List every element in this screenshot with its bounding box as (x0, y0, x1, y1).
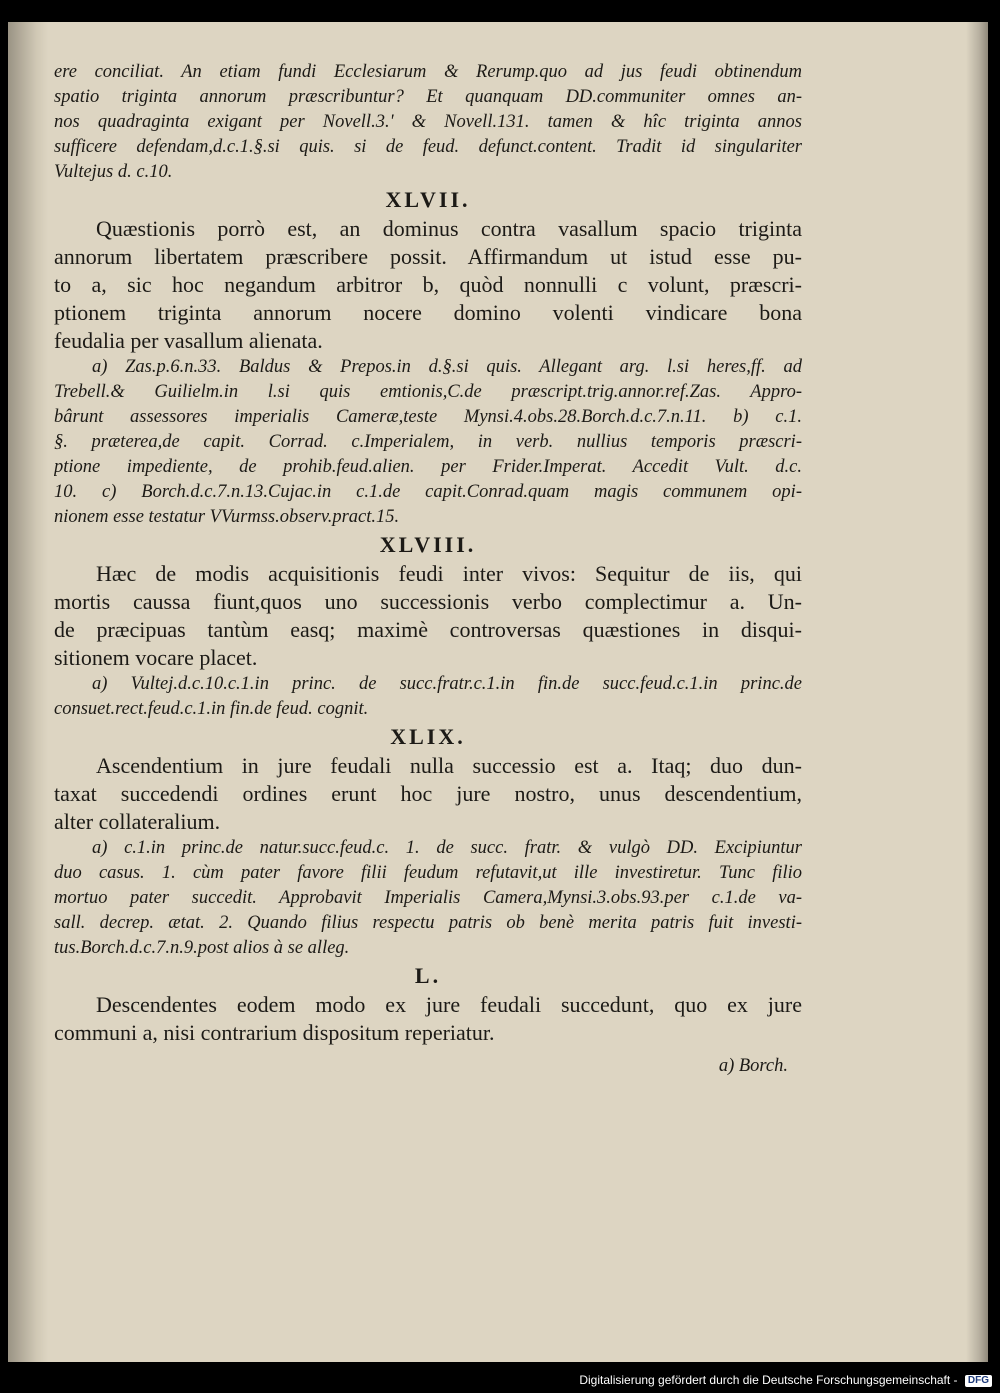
section-heading: L. (414, 963, 442, 988)
body-line: Descendentes eodem modo ex jure feudali succedunt, quo ex jure (96, 992, 802, 1017)
page-gutter-shadow (8, 22, 48, 1362)
footnote-line: a) Zas.p.6.n.33. Baldus & Prepos.in d.§.si quis. Allegant arg. l.si heres,ff. ad (92, 357, 802, 377)
body-line: Ascendentium in jure feudali nulla successio est a. Itaq; duo dun- (96, 753, 802, 778)
footnote-line: 10. c) Borch.d.c.7.n.13.Cujac.in c.1.de capit.Conrad.quam magis communem opi- (54, 482, 802, 502)
footnote-line: nionem esse testatur VVurmss.observ.pract.15. (54, 507, 400, 527)
section-heading: XLIX. (390, 724, 466, 749)
body-line: feudalia per vasallum alienata. (54, 328, 323, 353)
footnote-line: §. præterea,de capit. Corrad. c.Imperialem, in verb. nullius temporis præscri- (54, 432, 802, 452)
body-line: Quæstionis porrò est, an dominus contra vasallum spacio triginta (96, 216, 802, 241)
page-text (54, 60, 802, 1079)
body-line: annorum libertatem præscribere possit. Affirmandum ut istud esse pu- (54, 244, 802, 269)
footnote-line: tus.Borch.d.c.7.n.9.post alios à se alleg. (54, 938, 350, 958)
body-line: to a, sic hoc negandum arbitror b, quòd nonnulli c volunt, præscri- (54, 272, 802, 297)
dfg-logo: DFG (965, 1375, 992, 1387)
footnote-line: Trebell.& Guilielm.in l.si quis emtionis,C.de præscript.trig.annor.ref.Zas. Appro- (54, 382, 802, 402)
body-line: mortis caussa fiunt,quos uno successionis verbo complectimur a. Un- (54, 589, 802, 614)
body-line: communi a, nisi contrarium dispositum reperiatur. (54, 1020, 495, 1045)
section-heading: XLVIII. (379, 532, 477, 557)
footnote-line: a) Vultej.d.c.10.c.1.in princ. de succ.fratr.c.1.in fin.de succ.feud.c.1.in princ.de (92, 674, 802, 694)
section-heading: XLVII. (385, 187, 471, 212)
body-line: alter collateralium. (54, 809, 221, 834)
scanned-page (8, 22, 988, 1362)
footnote-line: mortuo pater succedit. Approbavit Imperialis Camera,Mynsi.3.obs.93.per c.1.de va- (54, 888, 802, 908)
body-line: ptionem triginta annorum nocere domino volenti vindicare bona (54, 300, 802, 325)
body-line: Hæc de modis acquisitionis feudi inter vivos: Sequitur de iis, qui (96, 561, 802, 586)
footnote-line: ptione impediente, de prohib.feud.alien. per Frider.Imperat. Accedit Vult. d.c. (54, 457, 802, 477)
footnote-line: spatio triginta annorum præscribuntur? Et quanquam DD.communiter omnes an- (54, 87, 802, 107)
footnote-line: nos quadraginta exigant per Novell.3.' & Novell.131. tamen & hîc triginta annos (54, 112, 802, 132)
footnote-line: sufficere defendam,d.c.1.§.si quis. si de feud. defunct.content. Tradit id singulariter (54, 137, 802, 157)
footnote-line: bârunt assessores imperialis Cameræ,teste Mynsi.4.obs.28.Borch.d.c.7.n.11. b) c.1. (54, 407, 802, 427)
footnote-line: Vultejus d. c.10. (54, 162, 173, 182)
footnote-line: a) c.1.in princ.de natur.succ.feud.c. 1. de succ. fratr. & vulgò DD. Excipiuntur (92, 838, 802, 858)
body-line: de præcipuas tantùm easq; maximè controversas quæstiones in disqui- (54, 617, 802, 642)
footnote-line: duo casus. 1. cùm pater favore filii feudum refutavit,ut ille investiretur. Tunc filio (54, 863, 802, 883)
footnote-line: consuet.rect.feud.c.1.in fin.de feud. cognit. (54, 699, 369, 719)
body-line: taxat succedendi ordines erunt hoc jure nostro, unus descendentium, (54, 781, 802, 806)
body-line: sitionem vocare placet. (54, 645, 258, 670)
catchword: a) Borch. (718, 1056, 788, 1076)
digitization-footer (579, 1369, 992, 1391)
page-edge-shadow (966, 22, 988, 1362)
footer-credit: Digitalisierung gefördert durch die Deutsche Forschungsgemeinschaft - (579, 1373, 958, 1387)
footnote-line: sall. decrep. ætat. 2. Quando filius respectu patris ob benè merita patris fuit investi- (54, 913, 802, 933)
footnote-line: ere conciliat. An etiam fundi Ecclesiarum & Rerump.quo ad jus feudi obtinendum (54, 62, 802, 82)
